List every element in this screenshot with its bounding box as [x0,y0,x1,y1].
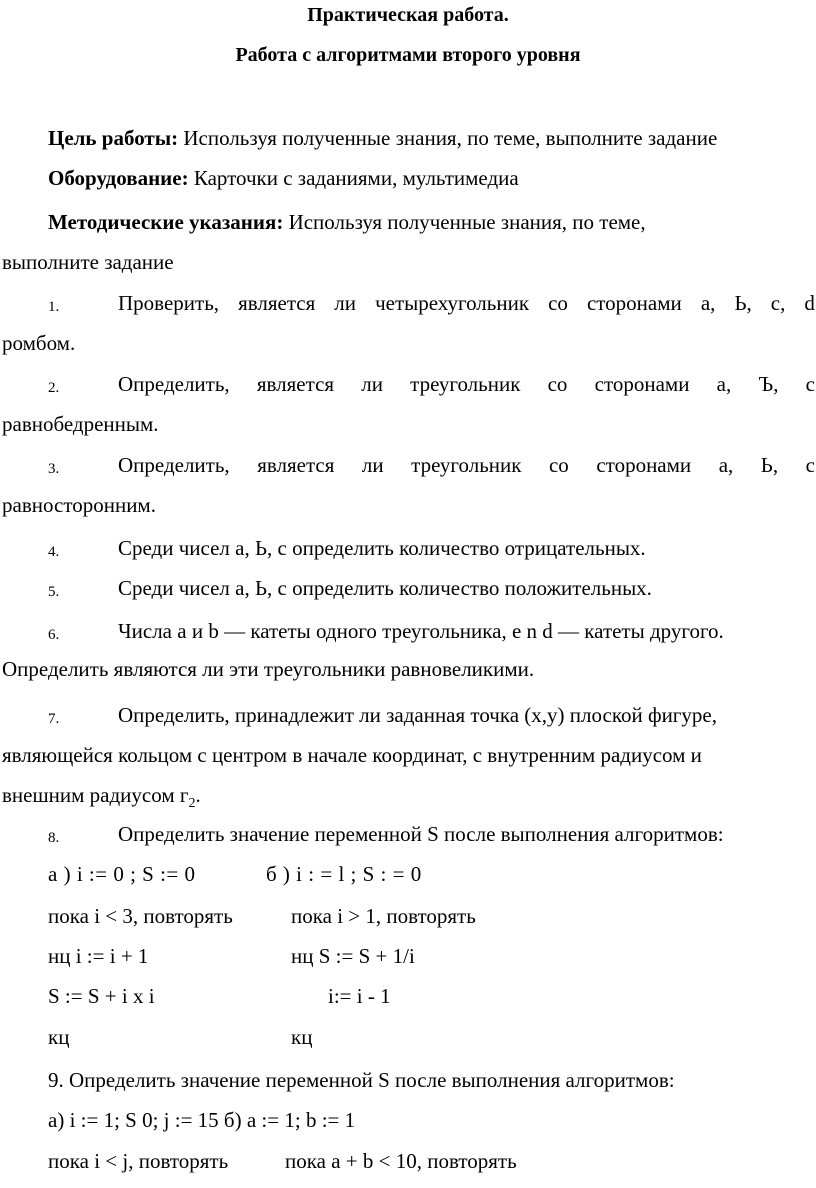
task-3-word: а, [718,453,734,477]
task-1-word: четырехугольник [375,291,530,315]
task-2-word: ли [361,372,383,396]
task-6-continuation: Определить являются ли эти треугольники равновеликими. [2,657,535,681]
algo-a-header: а ) i := 0 ; S := 0 [48,862,196,886]
algo-b-row-1: пока i > 1, повторять [291,904,476,928]
goal-line [48,125,717,151]
task-9-line-2b: пока a + b < 10, повторять [285,1149,517,1173]
task-3-word: Определить, [118,453,230,477]
page-subtitle: Работа с алгоритмами второго уровня [235,44,581,66]
algo-a-row-1: пока i < 3, повторять [48,904,233,928]
algo-b-row-3: i:= i - 1 [328,984,391,1008]
equipment-label: Оборудование: [48,166,189,190]
equipment-line [48,165,519,191]
task-2-continuation: равнобедренным. [2,412,159,436]
task-8-text: Определить значение переменной S после выполнения алгоритмов: [118,822,724,846]
task-2-word: с [805,372,815,396]
task-7-continuation: являющейся кольцом с центром в начале координат, с внутренним радиусом и [2,743,702,767]
task-7-cont2-text: внешним радиусом г [2,783,189,807]
task-4-number: 4. [48,544,60,560]
task-2-word: Ъ, [758,372,779,396]
goal-label: Цель работы: [48,126,179,150]
task-1-word: с, [770,291,786,315]
equipment-text: Карточки с заданиями, мультимедиа [188,166,519,190]
task-9-line-2a: пока i < j, повторять [48,1149,229,1173]
task-6-text: Числа a и b — катеты одного треугольника, e n d — катеты другого. [118,619,724,643]
task-2-number: 2. [48,380,60,396]
task-3-word: ли [361,453,384,477]
task-3-word: сторонами [596,453,692,477]
task-1-word: сторонами [586,291,682,315]
task-7-period: . [195,783,201,807]
algo-b-header: б ) i : = l ; S : = 0 [266,862,422,886]
task-8-number: 8. [48,830,60,846]
task-2-word: сторонами [594,372,690,396]
task-1-word: Проверить, [118,291,220,315]
task-3-word: является [257,453,335,477]
task-1-word: ли [334,291,357,315]
goal-text: Используя полученные знания, по теме, выполните задание [178,126,718,150]
algo-a-row-2: нц i := i + 1 [48,944,149,968]
task-2-text [118,371,815,397]
task-7-text: Определить, принадлежит ли заданная точка (х,у) плоской фигуре, [118,703,717,727]
task-3-word: со [548,453,569,477]
task-2-word: Определить, [118,372,230,396]
task-4-text: Среди чисел а, Ь, с определить количество отрицательных. [118,536,646,560]
method-continuation: выполните задание [2,250,174,274]
task-1-continuation: ромбом. [2,331,76,355]
task-1-word: со [548,291,568,315]
task-3-word: с [805,453,815,477]
task-2-word: со [547,372,568,396]
method-text: Используя полученные знания, по теме, [283,210,646,234]
algo-b-row-2: нц S := S + 1/i [291,944,415,968]
task-2-word: а, [716,372,732,396]
task-5-number: 5. [48,584,60,600]
task-6-number: 6. [48,627,60,643]
method-label: Методические указания: [48,210,284,234]
task-2-word: треугольник [410,372,521,396]
algo-a-row-4: кц [48,1025,70,1049]
algo-a-row-3: S := S + i х i [48,984,155,1008]
task-1-number: 1. [48,299,60,315]
task-5-text: Среди чисел а, Ь, с определить количество положительных. [118,576,652,600]
algo-b-row-4: кц [291,1025,313,1049]
task-3-continuation: равносторонним. [2,493,156,517]
task-1-word: является [238,291,316,315]
task-3-word: Ь, [760,453,779,477]
task-7-continuation-2 [2,782,201,812]
task-7-number: 7. [48,711,60,727]
task-9-text: 9. Определить значение переменной S после выполнения алгоритмов: [48,1068,675,1092]
task-2-word: является [256,372,335,396]
task-1-word: а, [700,291,716,315]
task-1-word: Ь, [734,291,752,315]
task-3-number: 3. [48,461,60,477]
task-3-text [118,452,815,478]
task-7-subscript: 2 [188,796,196,812]
task-3-word: треугольник [411,453,522,477]
task-1-text [118,290,815,316]
task-9-line-1: а) i := 1; S 0; j := 15 б) а := 1; b := 1 [48,1108,356,1132]
page-title: Практическая работа. [307,4,509,26]
task-1-word: d [804,291,815,315]
method-line [48,209,646,235]
